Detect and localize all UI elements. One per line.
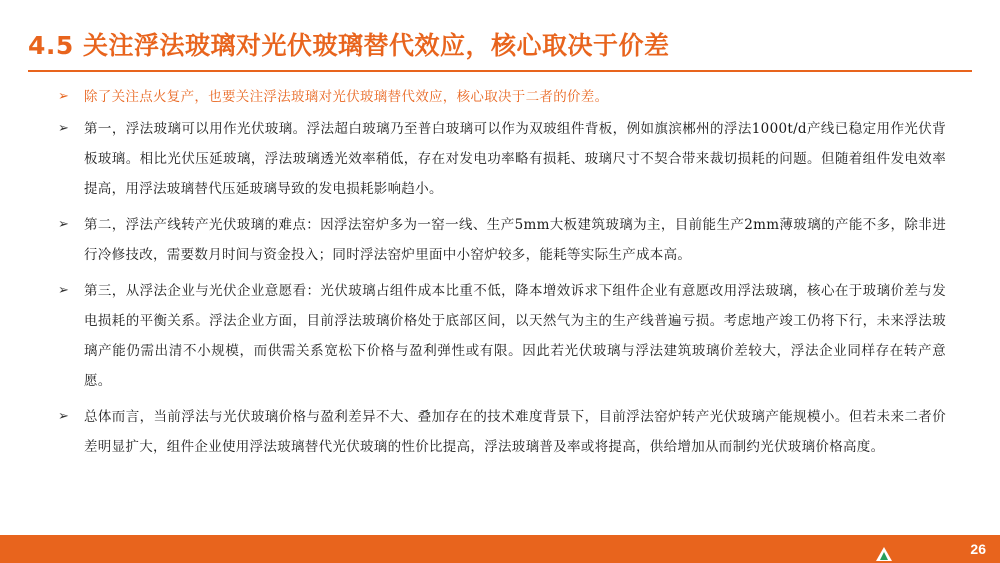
bullet-text: 除了关注点火复产，也要关注浮法玻璃对光伏玻璃替代效应，核心取决于二者的价差。 [84,89,609,105]
bullet-text: 第三，从浮法企业与光伏企业意愿看：光伏玻璃占组件成本比重不低，降本增效诉求下组件企业有意愿改用浮法玻璃，核心在于玻璃价差与发电损耗的平衡关系。浮法企业方面，目前浮法玻璃价格处于底部区间，以天然气为主的生产线普遍亏损。考虑地产竣工仍将下行，未来浮法玻璃产能仍需出清不小规模，而供需关系宽松下价格与盈利弹性或有限。因此若光伏玻璃与浮法建筑玻璃价差较大，浮法企业同样存在转产意愿。 [84,283,946,389]
arrowhead-bullet-icon: ➢ [58,217,69,232]
bullet-point-2 [56,210,946,270]
arrowhead-bullet-icon: ➢ [58,409,69,424]
title-divider [28,70,972,72]
bullet-point-1 [56,114,946,204]
page-number: 26 [970,541,986,557]
bullet-point-3 [56,276,946,396]
bullet-text: 第二，浮法产线转产光伏玻璃的难点：因浮法窑炉多为一窑一线、生产5mm大板建筑玻璃为主，目前能生产2mm薄玻璃的产能不多，除非进行冷修技改，需要数月时间与资金投入；同时浮法窑炉里面中小窑炉较多，能耗等实际生产成本高。 [84,217,946,263]
arrowhead-bullet-icon: ➢ [58,121,69,136]
bullet-summary [56,82,946,112]
footer-bar [0,535,1000,563]
content-area [56,82,946,468]
page-title: 4.5 关注浮法玻璃对光伏玻璃替代效应，核心取决于价差 [28,31,670,60]
bullet-text: 第一，浮法玻璃可以用作光伏玻璃。浮法超白玻璃乃至普白玻璃可以作为双玻组件背板，例如旗滨郴州的浮法1000t/d产线已稳定用作光伏背板玻璃。相比光伏压延玻璃，浮法玻璃透光效率稍低，存在对发电功率略有损耗、玻璃尺寸不契合带来裁切损耗的问题。但随着组件发电效率提高，用浮法玻璃替代压延玻璃导致的发电损耗影响趋小。 [84,121,946,197]
arrowhead-bullet-icon: ➢ [58,89,69,104]
bullet-point-4 [56,402,946,462]
bullet-text: 总体而言，当前浮法与光伏玻璃价格与盈利差异不大、叠加存在的技术难度背景下，目前浮法窑炉转产光伏玻璃产能规模小。但若未来二者价差明显扩大，组件企业使用浮法玻璃替代光伏玻璃的性价比提高，浮法玻璃普及率或将提高，供给增加从而制约光伏玻璃价格高度。 [84,409,946,455]
triangle-logo-icon [876,547,892,561]
arrowhead-bullet-icon: ➢ [58,283,69,298]
